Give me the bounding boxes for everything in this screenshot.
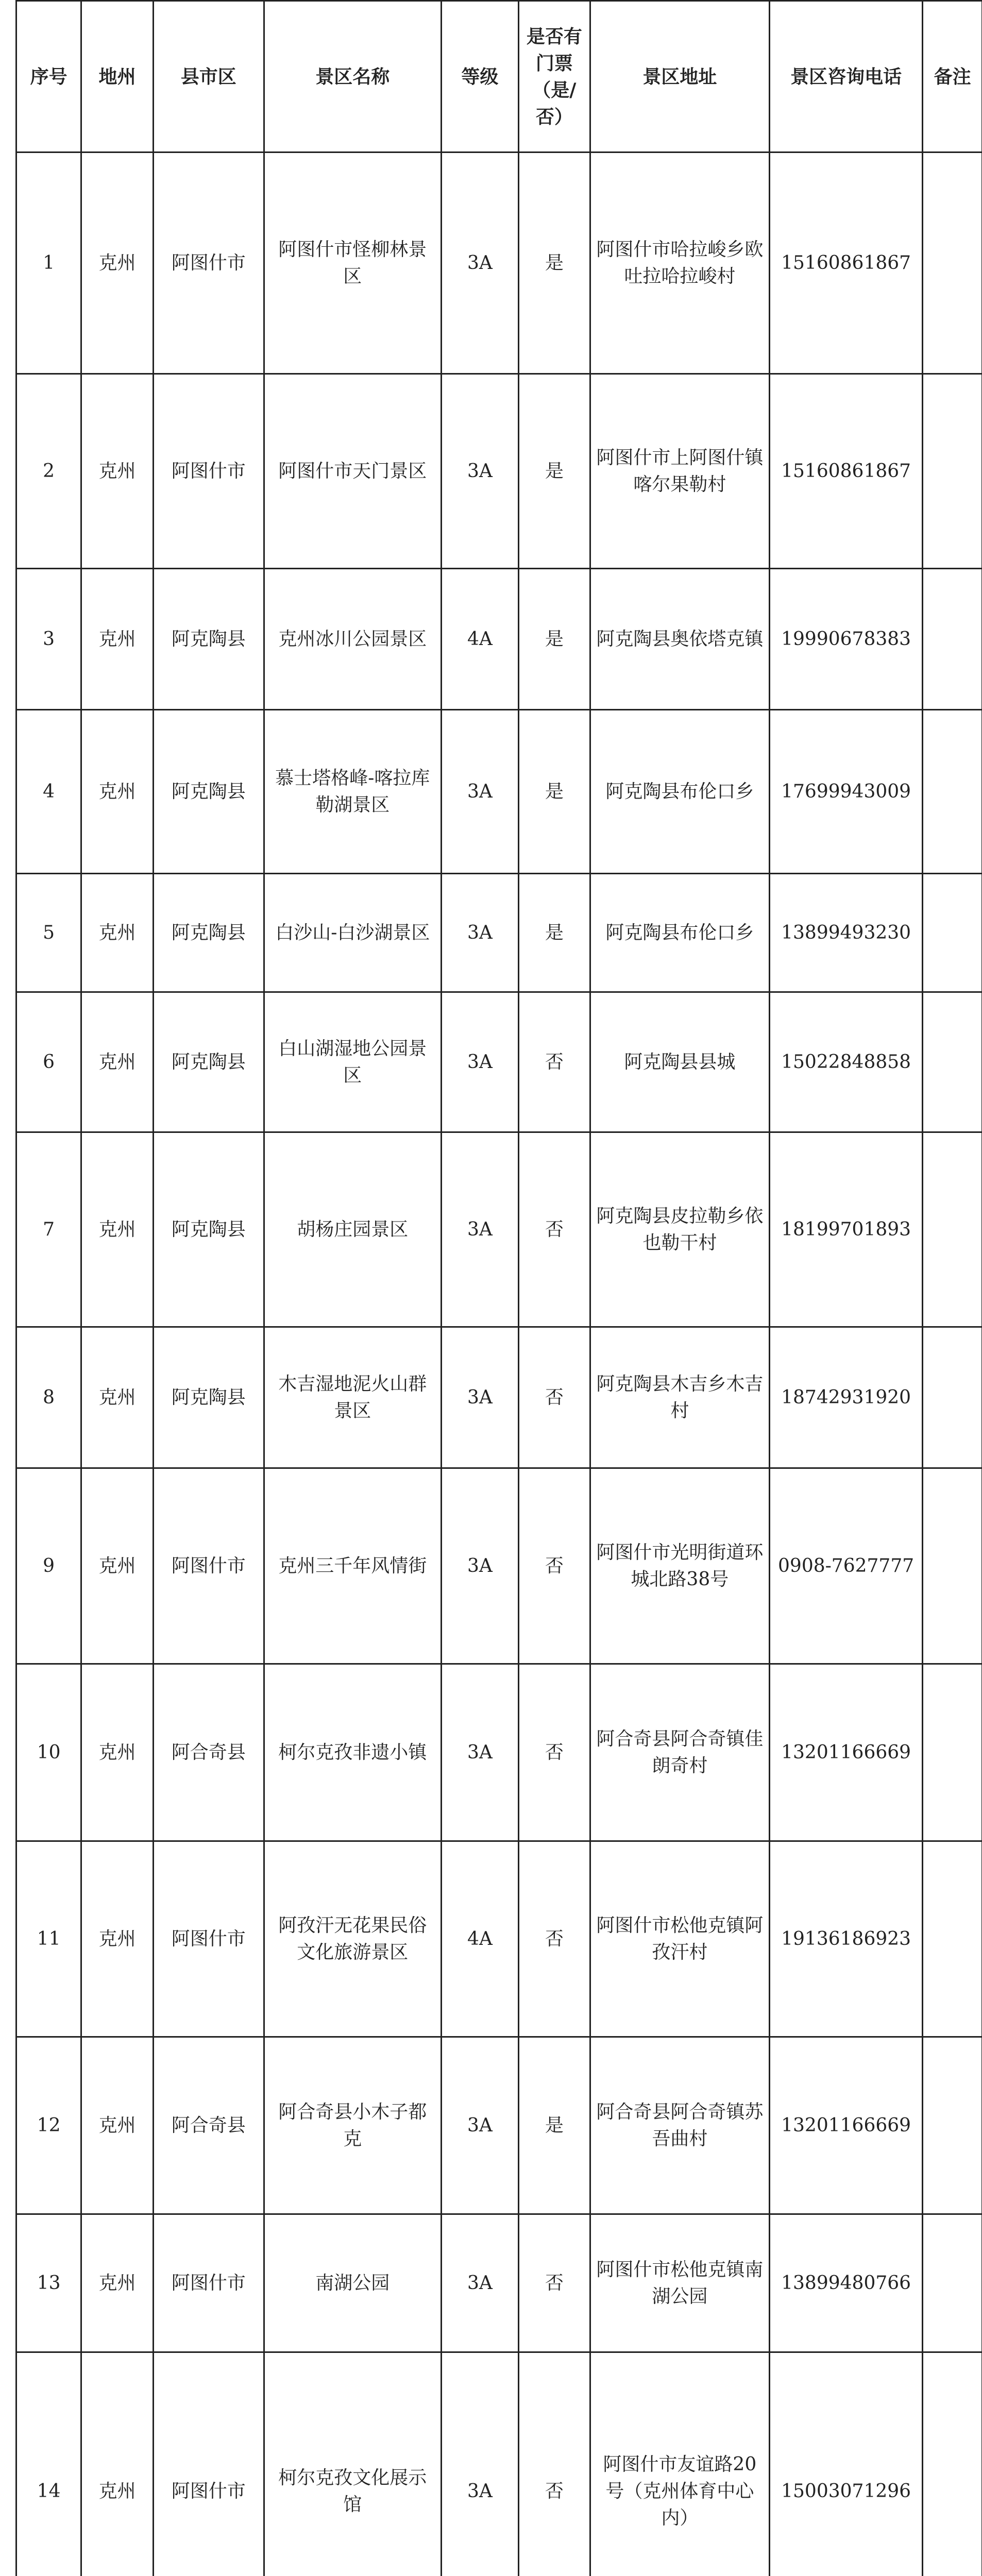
row-prefecture: 克州 bbox=[81, 569, 154, 710]
row-scenic-name: 柯尔克孜非遗小镇 bbox=[264, 1664, 441, 1841]
header-cell: 等级 bbox=[441, 1, 518, 152]
row-number: 6 bbox=[16, 992, 81, 1132]
row-note bbox=[923, 1132, 982, 1327]
row-ticket: 是 bbox=[519, 152, 590, 374]
row-phone: 15003071296 bbox=[769, 2352, 922, 2576]
row-county: 阿克陶县 bbox=[153, 874, 264, 992]
row-note bbox=[923, 152, 982, 374]
row-address: 阿图什市哈拉峻乡欧吐拉哈拉峻村 bbox=[590, 152, 769, 374]
row-prefecture: 克州 bbox=[81, 1327, 154, 1468]
header-cell: 地州 bbox=[81, 1, 154, 152]
row-county: 阿图什市 bbox=[153, 2214, 264, 2352]
row-number: 3 bbox=[16, 569, 81, 710]
table-row bbox=[16, 874, 982, 992]
row-level: 3A bbox=[441, 1327, 518, 1468]
row-phone: 18742931920 bbox=[769, 1327, 922, 1468]
row-number: 10 bbox=[16, 1664, 81, 1841]
row-address: 阿图什市松他克镇阿孜汗村 bbox=[590, 1841, 769, 2037]
row-phone: 13201166669 bbox=[769, 1664, 922, 1841]
row-address: 阿合奇县阿合奇镇佳朗奇村 bbox=[590, 1664, 769, 1841]
row-level: 3A bbox=[441, 1132, 518, 1327]
row-scenic-name: 阿合奇县小木子都克 bbox=[264, 2037, 441, 2214]
header-cell: 备注 bbox=[923, 1, 982, 152]
row-phone: 18199701893 bbox=[769, 1132, 922, 1327]
row-note bbox=[923, 1664, 982, 1841]
row-prefecture: 克州 bbox=[81, 2352, 154, 2576]
row-address: 阿克陶县皮拉勒乡依也勒干村 bbox=[590, 1132, 769, 1327]
row-county: 阿图什市 bbox=[153, 1841, 264, 2037]
row-address: 阿图什市友谊路20号（克州体育中心内） bbox=[590, 2352, 769, 2576]
row-level: 3A bbox=[441, 374, 518, 569]
row-number: 1 bbox=[16, 152, 81, 374]
row-prefecture: 克州 bbox=[81, 2214, 154, 2352]
row-phone: 13899480766 bbox=[769, 2214, 922, 2352]
row-number: 2 bbox=[16, 374, 81, 569]
row-note bbox=[923, 874, 982, 992]
row-county: 阿图什市 bbox=[153, 2352, 264, 2576]
row-ticket: 是 bbox=[519, 374, 590, 569]
row-address: 阿图什市光明街道环城北路38号 bbox=[590, 1468, 769, 1664]
row-note bbox=[923, 2037, 982, 2214]
row-level: 3A bbox=[441, 152, 518, 374]
row-county: 阿合奇县 bbox=[153, 2037, 264, 2214]
row-phone: 19136186923 bbox=[769, 1841, 922, 2037]
row-scenic-name: 白山湖湿地公园景区 bbox=[264, 992, 441, 1132]
row-county: 阿合奇县 bbox=[153, 1664, 264, 1841]
row-scenic-name: 木吉湿地泥火山群景区 bbox=[264, 1327, 441, 1468]
header-cell: 县市区 bbox=[153, 1, 264, 152]
row-note bbox=[923, 2352, 982, 2576]
row-county: 阿克陶县 bbox=[153, 710, 264, 874]
row-number: 11 bbox=[16, 1841, 81, 2037]
table-row bbox=[16, 1327, 982, 1468]
row-prefecture: 克州 bbox=[81, 1664, 154, 1841]
row-scenic-name: 胡杨庄园景区 bbox=[264, 1132, 441, 1327]
table-header-row bbox=[16, 1, 982, 152]
row-address: 阿克陶县布伦口乡 bbox=[590, 710, 769, 874]
table-row bbox=[16, 152, 982, 374]
row-scenic-name: 柯尔克孜文化展示馆 bbox=[264, 2352, 441, 2576]
table-row bbox=[16, 2214, 982, 2352]
row-level: 3A bbox=[441, 1664, 518, 1841]
row-phone: 13899493230 bbox=[769, 874, 922, 992]
row-phone: 0908-7627777 bbox=[769, 1468, 922, 1664]
scenic-spots-table bbox=[15, 0, 982, 2576]
row-note bbox=[923, 1468, 982, 1664]
row-level: 3A bbox=[441, 2037, 518, 2214]
row-scenic-name: 克州三千年风情街 bbox=[264, 1468, 441, 1664]
row-county: 阿图什市 bbox=[153, 374, 264, 569]
row-county: 阿克陶县 bbox=[153, 569, 264, 710]
row-note bbox=[923, 1841, 982, 2037]
row-ticket: 否 bbox=[519, 992, 590, 1132]
row-address: 阿克陶县县城 bbox=[590, 992, 769, 1132]
row-level: 3A bbox=[441, 710, 518, 874]
row-phone: 15160861867 bbox=[769, 374, 922, 569]
row-phone: 19990678383 bbox=[769, 569, 922, 710]
table-row bbox=[16, 374, 982, 569]
row-scenic-name: 阿孜汗无花果民俗文化旅游景区 bbox=[264, 1841, 441, 2037]
row-ticket: 否 bbox=[519, 1664, 590, 1841]
row-address: 阿克陶县木吉乡木吉村 bbox=[590, 1327, 769, 1468]
table-row bbox=[16, 569, 982, 710]
header-cell: 序号 bbox=[16, 1, 81, 152]
row-level: 4A bbox=[441, 569, 518, 710]
row-level: 3A bbox=[441, 992, 518, 1132]
row-county: 阿克陶县 bbox=[153, 1132, 264, 1327]
row-level: 3A bbox=[441, 2214, 518, 2352]
row-prefecture: 克州 bbox=[81, 374, 154, 569]
row-level: 3A bbox=[441, 874, 518, 992]
row-scenic-name: 克州冰川公园景区 bbox=[264, 569, 441, 710]
row-prefecture: 克州 bbox=[81, 2037, 154, 2214]
row-number: 12 bbox=[16, 2037, 81, 2214]
table-row bbox=[16, 1468, 982, 1664]
row-number: 14 bbox=[16, 2352, 81, 2576]
row-number: 4 bbox=[16, 710, 81, 874]
row-note bbox=[923, 569, 982, 710]
row-county: 阿图什市 bbox=[153, 152, 264, 374]
row-phone: 17699943009 bbox=[769, 710, 922, 874]
row-county: 阿克陶县 bbox=[153, 992, 264, 1132]
row-ticket: 否 bbox=[519, 1468, 590, 1664]
row-address: 阿图什市松他克镇南湖公园 bbox=[590, 2214, 769, 2352]
table-row bbox=[16, 1132, 982, 1327]
row-ticket: 否 bbox=[519, 1327, 590, 1468]
row-prefecture: 克州 bbox=[81, 1468, 154, 1664]
row-ticket: 否 bbox=[519, 2352, 590, 2576]
row-ticket: 否 bbox=[519, 1132, 590, 1327]
row-phone: 13201166669 bbox=[769, 2037, 922, 2214]
table-row bbox=[16, 710, 982, 874]
row-prefecture: 克州 bbox=[81, 710, 154, 874]
row-scenic-name: 慕士塔格峰-喀拉库勒湖景区 bbox=[264, 710, 441, 874]
row-ticket: 否 bbox=[519, 1841, 590, 2037]
table-body bbox=[16, 152, 982, 2576]
row-ticket: 是 bbox=[519, 874, 590, 992]
row-scenic-name: 白沙山-白沙湖景区 bbox=[264, 874, 441, 992]
row-scenic-name: 南湖公园 bbox=[264, 2214, 441, 2352]
row-level: 3A bbox=[441, 2352, 518, 2576]
table-row bbox=[16, 1664, 982, 1841]
row-ticket: 是 bbox=[519, 569, 590, 710]
table-row bbox=[16, 1841, 982, 2037]
header-cell: 是否有门票（是/否） bbox=[519, 1, 590, 152]
row-prefecture: 克州 bbox=[81, 1132, 154, 1327]
row-scenic-name: 阿图什市天门景区 bbox=[264, 374, 441, 569]
header-cell: 景区地址 bbox=[590, 1, 769, 152]
header-cell: 景区名称 bbox=[264, 1, 441, 152]
header-cell: 景区咨询电话 bbox=[769, 1, 922, 152]
row-phone: 15022848858 bbox=[769, 992, 922, 1132]
row-number: 8 bbox=[16, 1327, 81, 1468]
row-number: 7 bbox=[16, 1132, 81, 1327]
table-row bbox=[16, 2352, 982, 2576]
row-prefecture: 克州 bbox=[81, 152, 154, 374]
row-number: 9 bbox=[16, 1468, 81, 1664]
table-row bbox=[16, 2037, 982, 2214]
row-number: 5 bbox=[16, 874, 81, 992]
row-note bbox=[923, 2214, 982, 2352]
row-county: 阿图什市 bbox=[153, 1468, 264, 1664]
row-level: 4A bbox=[441, 1841, 518, 2037]
row-ticket: 是 bbox=[519, 2037, 590, 2214]
row-address: 阿图什市上阿图什镇喀尔果勒村 bbox=[590, 374, 769, 569]
row-prefecture: 克州 bbox=[81, 992, 154, 1132]
table-row bbox=[16, 992, 982, 1132]
row-scenic-name: 阿图什市怪柳林景区 bbox=[264, 152, 441, 374]
row-note bbox=[923, 374, 982, 569]
row-address: 阿克陶县奥依塔克镇 bbox=[590, 569, 769, 710]
row-number: 13 bbox=[16, 2214, 81, 2352]
row-level: 3A bbox=[441, 1468, 518, 1664]
row-note bbox=[923, 710, 982, 874]
row-prefecture: 克州 bbox=[81, 1841, 154, 2037]
row-address: 阿克陶县布伦口乡 bbox=[590, 874, 769, 992]
row-ticket: 是 bbox=[519, 710, 590, 874]
row-phone: 15160861867 bbox=[769, 152, 922, 374]
row-note bbox=[923, 1327, 982, 1468]
row-note bbox=[923, 992, 982, 1132]
row-address: 阿合奇县阿合奇镇苏吾曲村 bbox=[590, 2037, 769, 2214]
row-county: 阿克陶县 bbox=[153, 1327, 264, 1468]
row-ticket: 否 bbox=[519, 2214, 590, 2352]
row-prefecture: 克州 bbox=[81, 874, 154, 992]
